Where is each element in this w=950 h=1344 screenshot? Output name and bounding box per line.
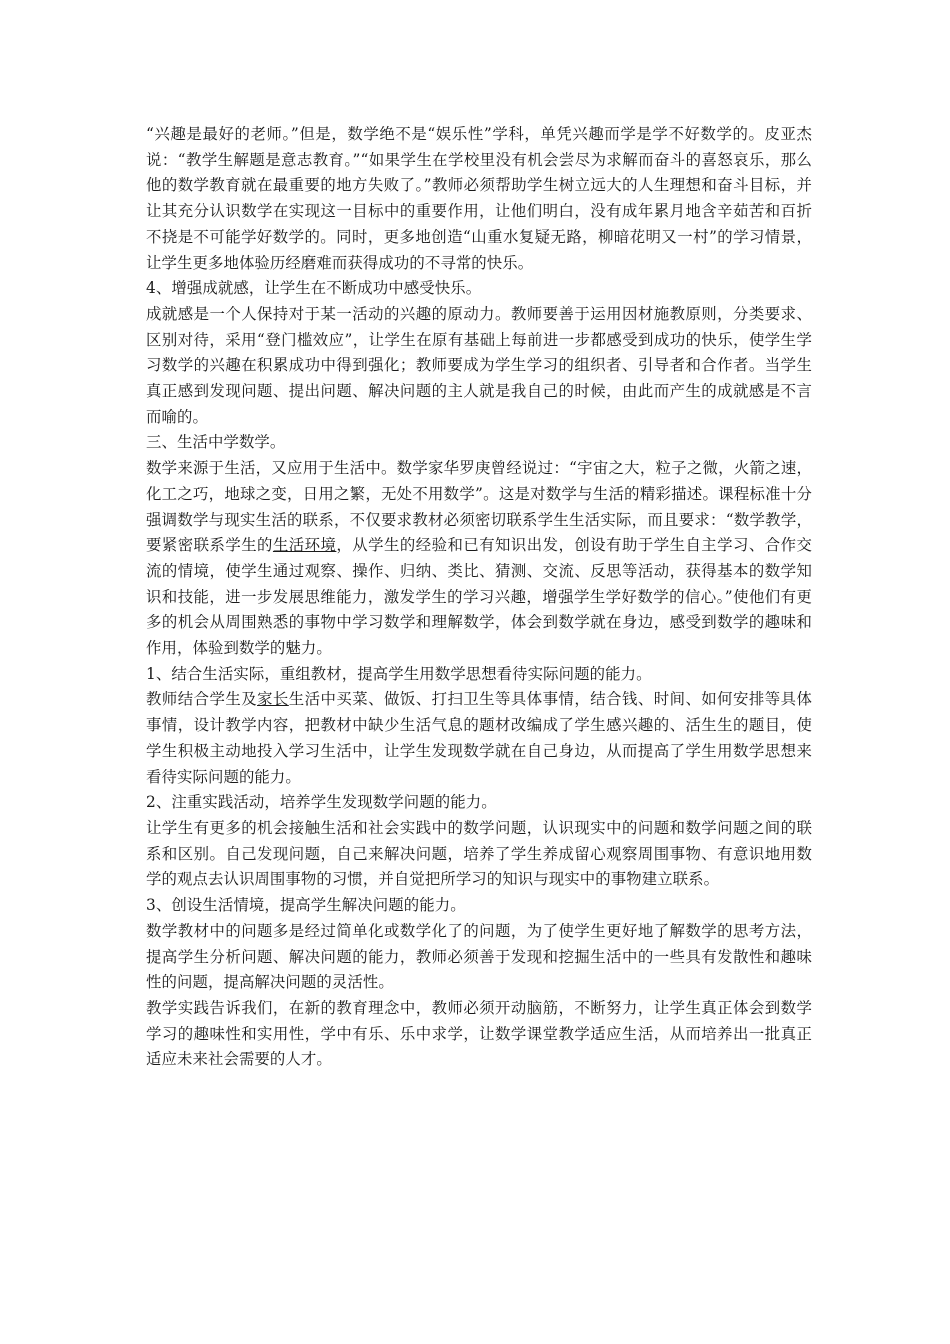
section-heading xyxy=(146,790,812,816)
paragraph-text: 3、创设生活情境，提高学生解决问题的能力。 xyxy=(146,896,466,915)
body-paragraph xyxy=(146,996,812,1073)
section-heading xyxy=(146,430,812,456)
paragraph-text: 2、注重实践活动，培养学生发现数学问题的能力。 xyxy=(146,793,497,812)
inline-link[interactable]: 家长 xyxy=(257,690,289,709)
section-heading xyxy=(146,662,812,688)
body-paragraph xyxy=(146,302,812,431)
section-heading xyxy=(146,276,812,302)
section-heading xyxy=(146,893,812,919)
inline-link[interactable]: 生活环境 xyxy=(272,536,337,555)
paragraph-text: 数学教材中的问题多是经过简单化或数学化了的问题，为了使学生更好地了解数学的思考方法，提高学生分析问题、解决问题的能力，教师必须善于发现和挖掘生活中的一些具有发散性和趣味性的问题，提高解决问题的灵活性。 xyxy=(146,921,812,992)
paragraph-text: 教学实践告诉我们，在新的教育理念中，教师必须开动脑筋，不断努力，让学生真正体会到数学学习的趣味性和实用性，学中有乐、乐中求学，让数学课堂教学适应生活，从而培养出一批真正适应未来社会需要的人才。 xyxy=(146,998,812,1069)
body-paragraph xyxy=(146,687,812,790)
paragraph-text: “兴趣是最好的老师。”但是，数学绝不是“娱乐性”学科，单凭兴趣而学是学不好数学的。皮亚杰说：“教学生解题是意志教育。”“如果学生在学校里没有机会尝尽为求解而奋斗的喜怒哀乐，那么他的数学教育就在最重要的地方失败了。”教师必须帮助学生树立远大的人生理想和奋斗目标，并让其充分认识数学在实现这一目标中的重要作用，让他们明白，没有成年累月地含辛茹苦和百折不挠是不可能学好数学的。同时，更多地创造“山重水复疑无路，柳暗花明又一村”的学习情景，让学生更多地体验历经磨难而获得成功的不寻常的快乐。 xyxy=(146,125,812,272)
body-paragraph xyxy=(146,919,812,996)
paragraph-text: 数学来源于生活，又应用于生活中。数学家华罗庚曾经说过：“宇宙之大，粒子之微，火箭之速，化工之巧，地球之变，日用之繁，无处不用数学”。这是对数学与生活的精彩描述。课程标准十分强调数学与现实生活的联系，不仅要求教材必须密切联系学生生活实际，而且要求：“数学教学，要紧密联系学生的 xyxy=(146,459,812,555)
paragraph-text: ，从学生的经验和已有知识出发，创设有助于学生自主学习、合作交流的情境，使学生通过观察、操作、归纳、类比、猜测、交流、反思等活动，获得基本的数学知识和技能，进一步发展思维能力，激发学生的学习兴趣，增强学生学好数学的信心。”使他们有更多的机会从周围熟悉的事物中学习数学和理解数学，体会到数学就在身边，感受到数学的趣味和作用，体验到数学的魅力。 xyxy=(146,536,812,658)
body-paragraph xyxy=(146,816,812,893)
document-body xyxy=(146,122,812,1073)
paragraph-text: 让学生有更多的机会接触生活和社会实践中的数学问题，认识现实中的问题和数学问题之间的联系和区别。自己发现问题，自己来解决问题，培养了学生养成留心观察周围事物、有意识地用数学的观点去认识周围事物的习惯，并自觉把所学习的知识与现实中的事物建立联系。 xyxy=(146,818,812,889)
paragraph-text: 三、生活中学数学。 xyxy=(146,433,286,452)
paragraph-text: 4、增强成就感，让学生在不断成功中感受快乐。 xyxy=(146,279,482,298)
body-paragraph xyxy=(146,122,812,276)
paragraph-text: 生活中买菜、做饭、打扫卫生等具体事情，结合钱、时间、如何安排等具体事情，设计教学内容，把教材中缺少生活气息的题材改编成了学生感兴趣的、活生生的题目，使学生积极主动地投入学习生活中，让学生发现数学就在自己身边，从而提高了学生用数学思想来看待实际问题的能力。 xyxy=(146,690,812,786)
body-paragraph xyxy=(146,456,812,662)
paragraph-text: 1、结合生活实际，重组教材，提高学生用数学思想看待实际问题的能力。 xyxy=(146,664,652,683)
paragraph-text: 教师结合学生及 xyxy=(146,690,258,709)
paragraph-text: 成就感是一个人保持对于某一活动的兴趣的原动力。教师要善于运用因材施教原则，分类要求、区别对待，采用“登门槛效应”，让学生在原有基础上每前进一步都感受到成功的快乐，使学生学习数学的兴趣在积累成功中得到强化；教师要成为学生学习的组织者、引导者和合作者。当学生真正感到发现问题、提出问题、解决问题的主人就是我自己的时候，由此而产生的成就感是不言而喻的。 xyxy=(146,304,812,426)
